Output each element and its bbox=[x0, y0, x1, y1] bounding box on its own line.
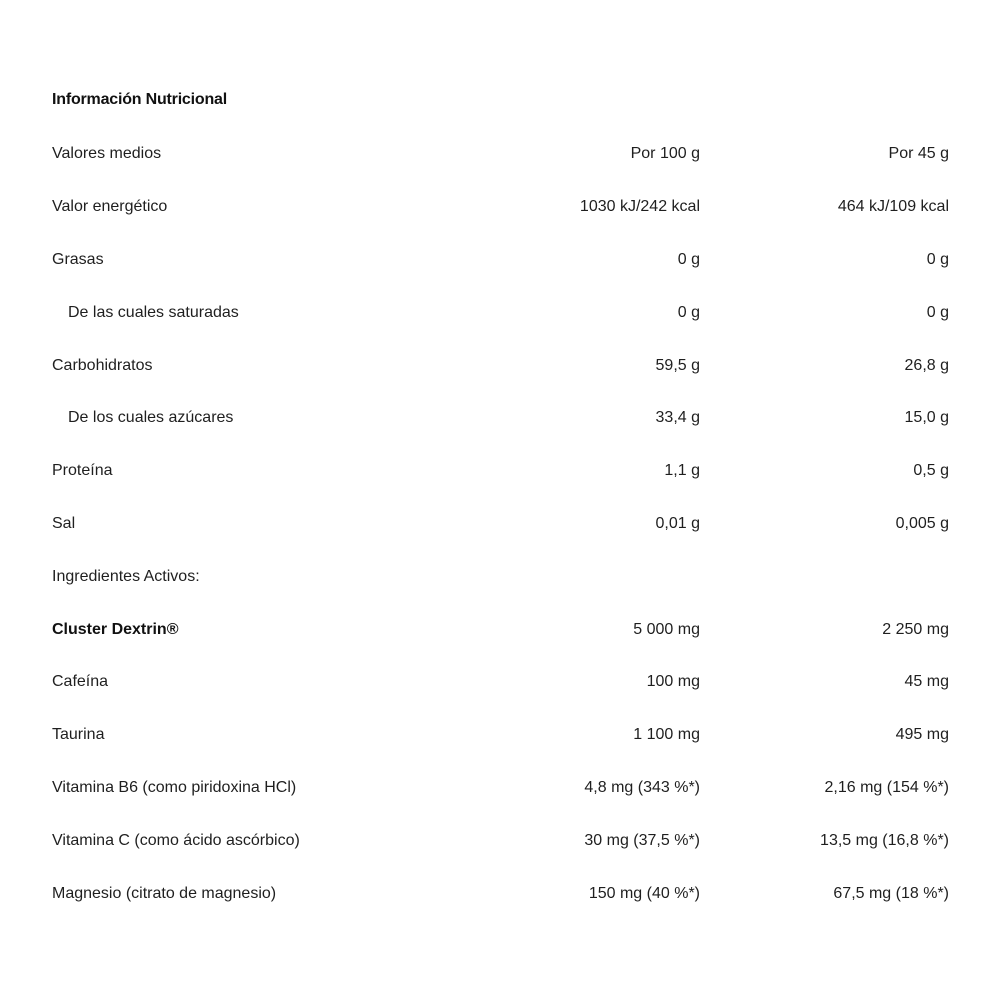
table-row-cafeina bbox=[0, 656, 1000, 709]
table-row-cluster-dextrin bbox=[0, 603, 1000, 656]
row-label: Vitamina C (como ácido ascórbico) bbox=[52, 831, 300, 849]
table-row-magnesio bbox=[0, 867, 1000, 920]
row-label: Valor energético bbox=[52, 198, 168, 216]
value-per-100g: 5 000 mg bbox=[633, 620, 700, 638]
value-per-45g: 0,005 g bbox=[895, 514, 949, 532]
row-label: Proteína bbox=[52, 462, 113, 480]
table-row-ingredientes-activos bbox=[0, 550, 1000, 603]
value-per-100g: 100 mg bbox=[646, 673, 700, 691]
value-per-45g: 464 kJ/109 kcal bbox=[837, 198, 949, 216]
value-per-100g: 0 g bbox=[677, 303, 700, 321]
row-label: Valores medios bbox=[52, 145, 162, 163]
value-per-45g: 13,5 mg (16,8 %*) bbox=[820, 831, 949, 849]
section-label: Ingredientes Activos: bbox=[52, 567, 200, 585]
value-per-45g: 2 250 mg bbox=[882, 620, 949, 638]
value-per-45g: 26,8 g bbox=[904, 356, 949, 374]
value-per-45g: 0 g bbox=[926, 250, 949, 268]
value-per-100g: 33,4 g bbox=[655, 409, 700, 427]
value-per-100g: 0 g bbox=[677, 250, 700, 268]
row-label: Taurina bbox=[52, 726, 105, 744]
value-per-45g: 0,5 g bbox=[913, 462, 949, 480]
value-per-45g: 45 mg bbox=[904, 673, 949, 691]
nutrition-title: Información Nutricional bbox=[52, 91, 227, 108]
row-label: Carbohidratos bbox=[52, 356, 153, 374]
value-per-45g: Por 45 g bbox=[888, 145, 949, 163]
table-row-sal bbox=[0, 498, 1000, 551]
value-per-45g: 495 mg bbox=[895, 726, 949, 744]
value-per-45g: 0 g bbox=[926, 303, 949, 321]
value-per-100g: 59,5 g bbox=[655, 356, 700, 374]
value-per-45g: 2,16 mg (154 %*) bbox=[824, 778, 949, 796]
value-per-100g: 4,8 mg (343 %*) bbox=[584, 778, 700, 796]
row-label: De los cuales azúcares bbox=[68, 409, 234, 427]
row-label: Cluster Dextrin® bbox=[52, 620, 179, 638]
table-row-valores-medios bbox=[0, 128, 1000, 181]
table-row-saturadas bbox=[0, 286, 1000, 339]
value-per-100g: 1,1 g bbox=[664, 462, 700, 480]
value-per-100g: 150 mg (40 %*) bbox=[588, 884, 700, 902]
row-label: Vitamina B6 (como piridoxina HCl) bbox=[52, 778, 297, 796]
value-per-100g: 0,01 g bbox=[655, 514, 700, 532]
value-per-100g: 30 mg (37,5 %*) bbox=[584, 831, 700, 849]
row-label: De las cuales saturadas bbox=[68, 303, 239, 321]
table-row-vitamina-b6 bbox=[0, 762, 1000, 815]
table-row-taurina bbox=[0, 709, 1000, 762]
row-label: Sal bbox=[52, 514, 76, 532]
value-per-45g: 15,0 g bbox=[904, 409, 949, 427]
nutrition-table bbox=[0, 128, 1000, 920]
table-row-carbohidratos bbox=[0, 339, 1000, 392]
value-per-100g: Por 100 g bbox=[630, 145, 700, 163]
row-label: Cafeína bbox=[52, 673, 109, 691]
table-row-proteina bbox=[0, 445, 1000, 498]
row-label: Grasas bbox=[52, 250, 104, 268]
table-row-grasas bbox=[0, 234, 1000, 287]
value-per-100g: 1030 kJ/242 kcal bbox=[579, 198, 700, 216]
row-label: Magnesio (citrato de magnesio) bbox=[52, 884, 277, 902]
value-per-45g: 67,5 mg (18 %*) bbox=[833, 884, 949, 902]
table-row-azucares bbox=[0, 392, 1000, 445]
table-row-vitamina-c bbox=[0, 814, 1000, 867]
value-per-100g: 1 100 mg bbox=[633, 726, 700, 744]
table-row-valor-energetico bbox=[0, 181, 1000, 234]
